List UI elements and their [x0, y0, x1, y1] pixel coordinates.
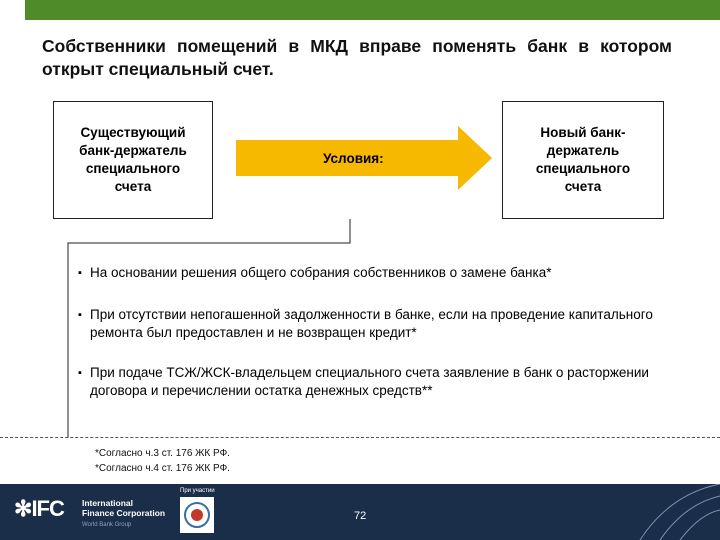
bullet-icon: ▪: [78, 267, 82, 279]
page-number: 72: [354, 510, 367, 522]
footer-decoration: [620, 484, 720, 540]
condition-text: При отсутствии непогашенной задолженности в банке, если на проведение капитального ремонта был предоставлен и не возвращен кредит*: [90, 307, 653, 340]
ifc-org-name: International Finance Corporation: [82, 498, 166, 518]
condition-text: На основании решения общего собрания собственников о замене банка*: [90, 265, 552, 280]
condition-item-2: [78, 306, 668, 342]
bullet-icon: ▪: [78, 367, 82, 379]
dashed-divider: [0, 437, 720, 438]
condition-item-1: [78, 264, 668, 282]
condition-item-3: [78, 364, 668, 400]
footnote-1: *Согласно ч.3 ст. 176 ЖК РФ.: [95, 448, 230, 459]
arrow-label: Условия:: [323, 151, 384, 166]
partner-label: При участии: [180, 488, 215, 494]
condition-text: При подаче ТСЖ/ЖСК-владельцем специального счета заявление в банк о расторжении договора и перечислении остатка денежных средств**: [90, 365, 649, 398]
footer-bar: [0, 484, 720, 540]
slide-title: Собственники помещений в МКД вправе поменять банк в котором открыт специальный счет.: [42, 36, 672, 79]
bullet-icon: ▪: [78, 309, 82, 321]
ifc-logo: ✻IFC: [14, 496, 64, 521]
ifc-org-sub: World Bank Group: [82, 522, 132, 528]
partner-emblem-icon: [180, 497, 214, 533]
ifc-globe-icon: ✻: [14, 496, 32, 521]
footnote-2: *Согласно ч.4 ст. 176 ЖК РФ.: [95, 463, 230, 474]
new-bank-box: Новый банк- держатель специального счета: [502, 101, 664, 219]
current-bank-box: Существующий банк-держатель специального счета: [53, 101, 213, 219]
